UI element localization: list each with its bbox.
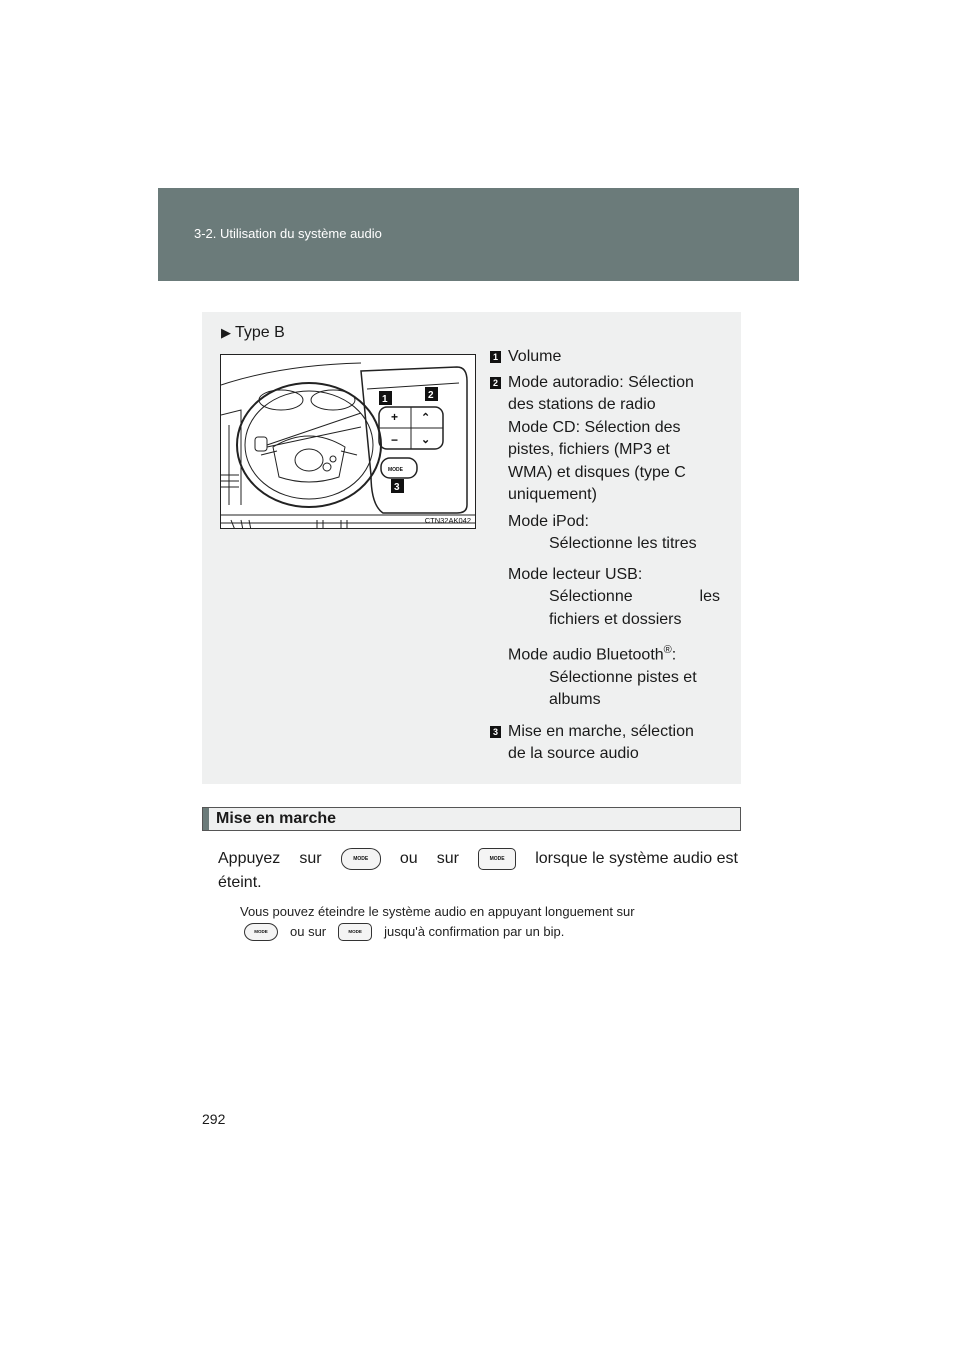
steering-wheel-drawing [221, 355, 476, 529]
triangle-bullet-icon: ▶ [221, 325, 231, 340]
mode-button-square-icon: MODE [478, 848, 516, 870]
bluetooth-mode-text: Mode audio Bluetooth®: Sélectionne pistes et albums [508, 644, 697, 709]
section-breadcrumb: 3-2. Utilisation du système audio [194, 226, 382, 241]
number-badge: 3 [490, 726, 501, 738]
control-list [490, 346, 720, 766]
minus-icon: − [391, 433, 399, 447]
plus-icon: + [391, 410, 399, 424]
steering-wheel-illustration [220, 354, 476, 529]
callout-1: 1 [382, 394, 388, 405]
type-label: ▶ Type B [221, 324, 285, 341]
mode-button-icon: MODE [244, 923, 278, 941]
section-heading-bar [202, 807, 741, 831]
mode-button-square-icon: MODE [338, 923, 372, 941]
chevron-down-icon: ⌄ [421, 434, 431, 446]
cd-mode-text: Mode CD: Sélection des pistes, fichiers (MP3 et WMA) et disques (type C uniquement) [508, 418, 686, 503]
list-item-power: 3 Mise en marche, sélection de la source audio [490, 721, 720, 766]
callout-3: 3 [394, 482, 400, 493]
number-badge: 1 [490, 351, 501, 363]
list-item-selection: 2 Mode autoradio: Sélection des stations de radio Mode CD: Sélection des pistes, fichiers (MP3 et WMA) et disques (type C uniquement) Mode iPod: Sélectionne les titres Mode lecteur USB: Sélectionne les fichiers et dossiers Mode audio Bluetooth®: Sélectionne pistes et albums [490, 372, 720, 712]
heading-accent [203, 808, 209, 830]
number-badge: 2 [490, 377, 501, 389]
mode-button-icon: MODE [341, 848, 381, 870]
header-band [158, 188, 799, 281]
chevron-up-icon: ⌃ [421, 412, 431, 424]
section-title: Mise en marche [216, 810, 337, 827]
power-on-paragraph: Appuyez sur MODE ou sur MODE lorsque le système audio est éteint. [218, 850, 738, 891]
callout-2: 2 [428, 390, 434, 401]
usb-mode-text: Mode lecteur USB: Sélectionne les fichiers et dossiers [508, 565, 720, 628]
mode-button-label: MODE [388, 467, 403, 473]
page-number: 292 [202, 1111, 226, 1127]
power-off-note: Vous pouvez éteindre le système audio en appuyant longuement sur MODE ou sur MODE jusqu'à confirmation par un bip. [240, 904, 635, 939]
type-b-box [202, 312, 741, 784]
illustration-code: CTN32AK042 [424, 516, 471, 525]
ipod-mode-text: Mode iPod: Sélectionne les titres [508, 512, 697, 552]
list-item-volume: 1 Volume [490, 346, 720, 369]
